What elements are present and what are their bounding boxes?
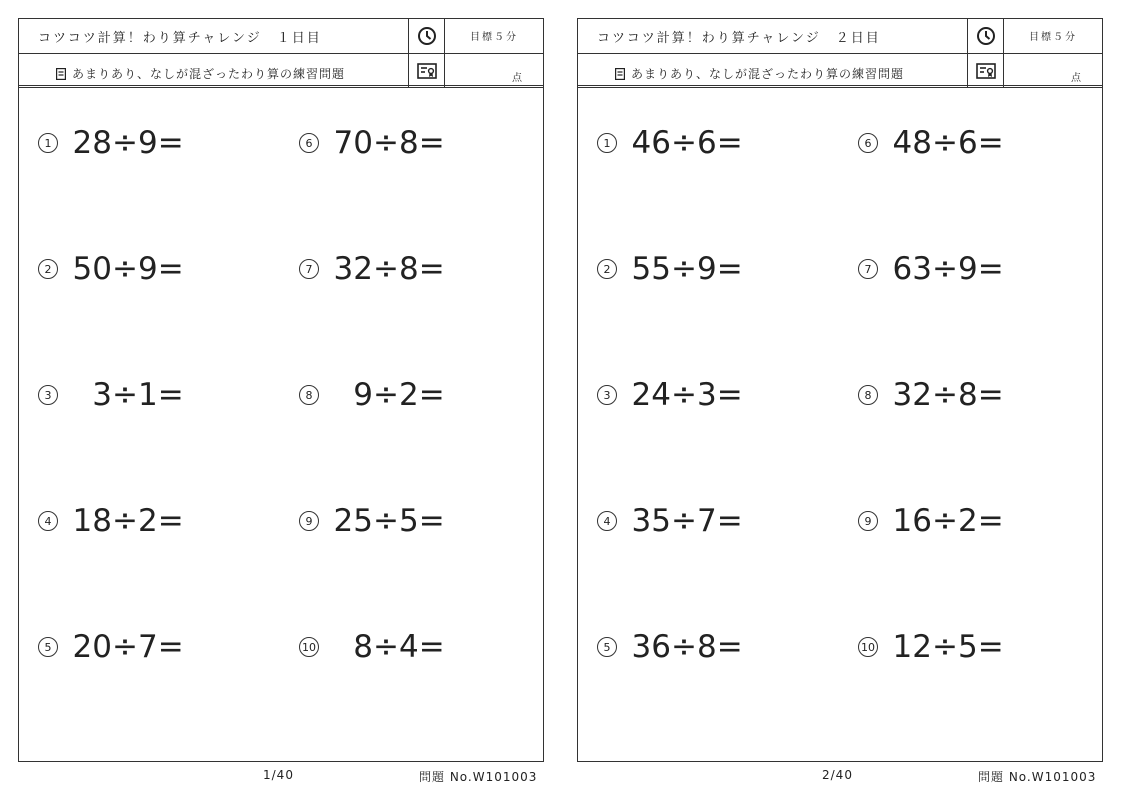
clock-icon [417,26,437,46]
problem-expression: 16÷2= [892,503,1004,539]
problem-expression: 55÷9= [631,251,743,287]
problem-number: 2 [38,259,58,279]
problem-number: 8 [858,385,878,405]
worksheet-subtitle-wrap [56,65,345,82]
worksheet-subtitle: あまりあり、なしが混ざったわり算の練習問題 [72,67,346,81]
worksheet-subtitle-wrap [615,65,904,82]
page-number: 2/40 [822,768,853,782]
problem-item [38,629,184,665]
clock-cell [409,18,444,54]
problem-number: 7 [858,259,878,279]
score-icon-cell [409,54,444,88]
problem-expression: 9÷2= [353,377,445,413]
score-unit-label: 点 [512,73,522,84]
problem-expression: 35÷7= [631,503,743,539]
problem-expression: 36÷8= [631,629,743,665]
clock-cell [968,18,1003,54]
worksheet-page [577,18,1103,762]
problem-number: 2 [597,259,617,279]
problem-expression: 8÷4= [353,629,445,665]
header-row-subtitle [18,54,544,88]
problem-expression: 50÷9= [72,251,184,287]
problem-number: 3 [38,385,58,405]
problem-expression: 63÷9= [892,251,1004,287]
page-number: 1/40 [263,768,294,782]
worksheet-subtitle: あまりあり、なしが混ざったわり算の練習問題 [631,67,905,81]
problem-number: 4 [38,511,58,531]
problem-item [299,503,445,539]
problem-item [597,377,743,413]
problem-item [299,251,445,287]
worksheet-title: コツコツ計算！わり算チャレンジ １日目 [38,31,322,46]
problem-item [299,125,445,161]
problem-expression: 46÷6= [631,125,743,161]
goal-time: 目標５分 [1029,32,1077,43]
problem-number: 6 [858,133,878,153]
problem-code: 問題 No.W101003 [419,770,538,784]
problem-number: 5 [597,637,617,657]
problem-expression: 70÷8= [333,125,445,161]
problem-item [38,251,184,287]
score-sheet-icon [417,63,437,79]
problem-item [858,503,1004,539]
problem-item [38,503,184,539]
score-icon-cell [968,54,1003,88]
problem-expression: 12÷5= [892,629,1004,665]
clock-icon [976,26,996,46]
problem-number: 7 [299,259,319,279]
problem-number: 5 [38,637,58,657]
problem-number: 8 [299,385,319,405]
problem-expression: 32÷8= [333,251,445,287]
problem-number: 1 [597,133,617,153]
problem-number: 9 [858,511,878,531]
problem-item [858,377,1004,413]
problem-item [597,503,743,539]
problem-expression: 48÷6= [892,125,1004,161]
problem-expression: 28÷9= [72,125,184,161]
problem-number: 6 [299,133,319,153]
document-icon [615,68,625,80]
problem-number: 4 [597,511,617,531]
problem-code: 問題 No.W101003 [978,770,1097,784]
header-row-subtitle [577,54,1103,88]
document-icon [56,68,66,80]
problem-expression: 25÷5= [333,503,445,539]
problem-expression: 20÷7= [72,629,184,665]
problem-number: 10 [858,637,878,657]
problem-item [597,629,743,665]
problem-item [299,377,445,413]
score-unit-label: 点 [1071,73,1081,84]
worksheet-page [18,18,544,762]
problem-item [597,251,743,287]
problem-number: 3 [597,385,617,405]
problem-number: 10 [299,637,319,657]
problem-item [858,125,1004,161]
problem-expression: 18÷2= [72,503,184,539]
problem-number: 9 [299,511,319,531]
problem-item [858,629,1004,665]
problem-expression: 3÷1= [92,377,184,413]
goal-time: 目標５分 [470,32,518,43]
score-sheet-icon [976,63,996,79]
problem-item [299,629,445,665]
problem-expression: 24÷3= [631,377,743,413]
problem-expression: 32÷8= [892,377,1004,413]
problem-number: 1 [38,133,58,153]
problem-item [38,125,184,161]
problem-item [858,251,1004,287]
problem-item [38,377,184,413]
worksheet-title: コツコツ計算！わり算チャレンジ ２日目 [597,31,881,46]
problem-item [597,125,743,161]
